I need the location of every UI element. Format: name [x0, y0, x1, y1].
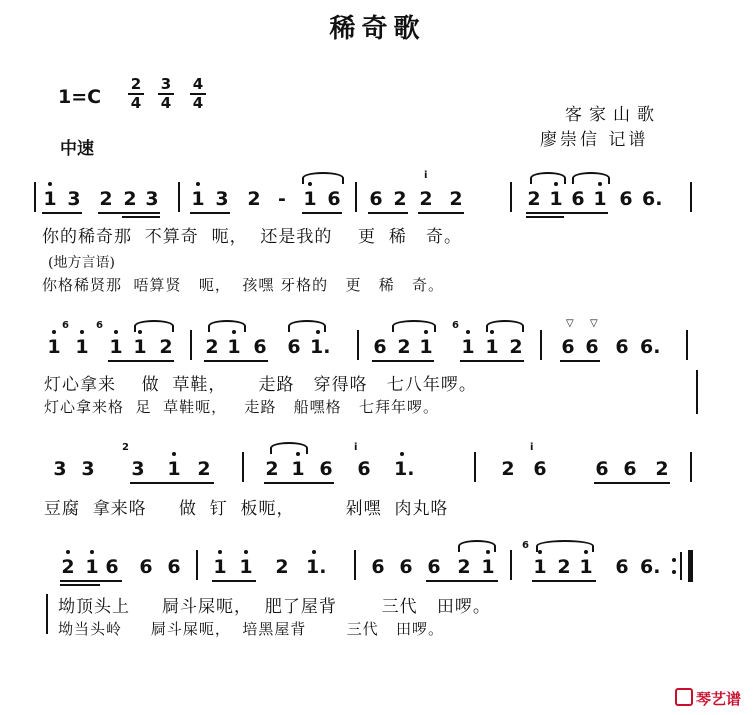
octave-dot [672, 558, 676, 562]
jianpu-note: 2 [557, 556, 571, 578]
beam-underline [460, 360, 524, 362]
lyric-line-1: 灯心拿来 做 草鞋， 走路 穿得咯 七八年啰。 [44, 375, 477, 395]
jianpu-note: 6 [619, 188, 633, 210]
time-signature-3-4: 3 4 [158, 76, 174, 112]
jianpu-note: 2 [527, 188, 541, 210]
barline [688, 550, 693, 582]
jianpu-note: 1 [419, 336, 433, 358]
slur-arc [134, 320, 174, 332]
time-signature-2-4: 2 4 [128, 76, 144, 112]
jianpu-note: 1 [213, 556, 227, 578]
jianpu-note: 2 [61, 556, 75, 578]
jianpu-note: 2 [457, 556, 471, 578]
jianpu-note: 6 [319, 458, 333, 480]
jianpu-note: 2 [159, 336, 173, 358]
tempo-marking: 中速 [60, 139, 94, 159]
jianpu-note: 6 [105, 556, 119, 578]
octave-dot [52, 330, 56, 334]
barline [680, 552, 682, 580]
barline [355, 182, 357, 212]
jianpu-note: 2 [123, 188, 137, 210]
beam-underline [560, 360, 600, 362]
barline [190, 330, 192, 360]
beam-underline [212, 580, 256, 582]
jianpu-note: 6 [139, 556, 153, 578]
genre-label: 客家山歌 [565, 105, 661, 125]
jianpu-note: 6 [585, 336, 599, 358]
verse-brace [696, 370, 698, 414]
barline [178, 182, 180, 212]
jianpu-note: 1. [394, 458, 415, 480]
jianpu-note: 6 [595, 458, 609, 480]
jianpu-note: 1 [303, 188, 317, 210]
jianpu-note: 6. [640, 336, 661, 358]
beam-underline [190, 212, 230, 214]
jianpu-note: 2 [419, 188, 433, 210]
barline [510, 550, 512, 580]
beam-underline [372, 360, 434, 362]
jianpu-note: 1. [306, 556, 327, 578]
jianpu-note: 6 [373, 336, 387, 358]
barline [540, 330, 542, 360]
barline [686, 330, 688, 360]
jianpu-note: 1 [239, 556, 253, 578]
jianpu-note: 2 [655, 458, 669, 480]
beam-underline [60, 584, 100, 586]
beam-underline [418, 212, 464, 214]
jianpu-note: 3 [67, 188, 81, 210]
barline [196, 550, 198, 580]
jianpu-note: 3 [131, 458, 145, 480]
octave-dot [114, 330, 118, 334]
barline [357, 330, 359, 360]
jianpu-note: 2 [247, 188, 261, 210]
jianpu-note: 2 [397, 336, 411, 358]
extension-dash: - [278, 188, 286, 210]
octave-dot [196, 182, 200, 186]
beam-underline [122, 216, 160, 218]
jianpu-note: 1 [579, 556, 593, 578]
slur-arc [486, 320, 524, 332]
jianpu-note: 6 [571, 188, 585, 210]
octave-dot [244, 550, 248, 554]
dialect-label: (地方言语) [48, 255, 115, 271]
slur-arc [530, 172, 566, 184]
barline [34, 182, 36, 212]
beam-underline [42, 212, 82, 214]
barline [690, 452, 692, 482]
jianpu-note: 2 [393, 188, 407, 210]
jianpu-note: 6 [615, 556, 629, 578]
jianpu-note: 1 [549, 188, 563, 210]
jianpu-note: 1 [43, 188, 57, 210]
jianpu-note: 6 [623, 458, 637, 480]
barline [690, 182, 692, 212]
beam-underline [264, 482, 334, 484]
beam-underline [368, 212, 408, 214]
jianpu-note: 2 [509, 336, 523, 358]
slur-arc [572, 172, 610, 184]
octave-dot [66, 550, 70, 554]
verse-brace [46, 594, 48, 634]
octave-dot [312, 550, 316, 554]
grace-note: 2 [122, 442, 129, 453]
slur-arc [458, 540, 496, 552]
grace-note: 6 [96, 320, 103, 331]
time-signature-4-4: 4 4 [190, 76, 206, 112]
jianpu-note: 2 [449, 188, 463, 210]
jianpu-note: 2 [275, 556, 289, 578]
beam-underline [426, 580, 498, 582]
beam-underline [532, 580, 596, 582]
jianpu-note: 1 [109, 336, 123, 358]
grace-note: ▽ [566, 318, 574, 329]
lyric-line-1: 豆腐 拿来咯 做 钉 板呃， 剁嘿 肉丸咯 [44, 499, 449, 519]
barline [242, 452, 244, 482]
jianpu-note: 1 [533, 556, 547, 578]
jianpu-note: 6 [167, 556, 181, 578]
slur-arc [392, 320, 436, 332]
jianpu-note: 6 [399, 556, 413, 578]
beam-underline [594, 482, 670, 484]
jianpu-note: 6 [253, 336, 267, 358]
lyric-line-1: 坳顶头上 屙斗屎呃， 肥了屋背 三代 田啰。 [58, 597, 491, 617]
barline [510, 182, 512, 212]
jianpu-note: 6 [427, 556, 441, 578]
jianpu-note: 1 [593, 188, 607, 210]
octave-dot [400, 452, 404, 456]
beam-underline [302, 212, 342, 214]
octave-dot [672, 570, 676, 574]
octave-dot [466, 330, 470, 334]
jianpu-note: 2 [99, 188, 113, 210]
jianpu-note: 6 [615, 336, 629, 358]
grace-note: 6 [522, 540, 529, 551]
jianpu-note: 6 [561, 336, 575, 358]
beam-underline [526, 212, 608, 214]
jianpu-note: 2 [197, 458, 211, 480]
transcriber-credit: 廖崇信 记谱 [540, 130, 649, 150]
jianpu-note: 2 [205, 336, 219, 358]
grace-note: ▽ [590, 318, 598, 329]
jianpu-note: 2 [501, 458, 515, 480]
jianpu-note: 1 [481, 556, 495, 578]
lyric-line-2: 你格稀贤那 唔算贤 呃， 孩嘿 牙格的 更 稀 奇。 [42, 276, 445, 294]
jianpu-note: 1 [47, 336, 61, 358]
jianpu-note: 1 [191, 188, 205, 210]
beam-underline [60, 580, 122, 582]
jianpu-note: 1 [85, 556, 99, 578]
beam-underline [108, 360, 174, 362]
jianpu-note: 6 [327, 188, 341, 210]
jianpu-note: 6 [369, 188, 383, 210]
jianpu-note: 6 [357, 458, 371, 480]
jianpu-note: 1 [227, 336, 241, 358]
jianpu-note: 1 [133, 336, 147, 358]
slur-arc [288, 320, 326, 332]
page-title: 稀奇歌 [329, 14, 426, 44]
jianpu-note: 2 [265, 458, 279, 480]
jianpu-note: 1 [291, 458, 305, 480]
key-signature: 1=C [58, 86, 102, 108]
jianpu-note: 3 [81, 458, 95, 480]
slur-arc [208, 320, 246, 332]
beam-underline [204, 360, 268, 362]
grace-note: i [424, 170, 428, 181]
jianpu-note: 6. [640, 556, 661, 578]
jianpu-note: 1 [167, 458, 181, 480]
barline [474, 452, 476, 482]
octave-dot [90, 550, 94, 554]
octave-dot [218, 550, 222, 554]
slur-arc [302, 172, 344, 184]
beam-underline [98, 212, 160, 214]
grace-note: i [530, 442, 534, 453]
jianpu-note: 6 [371, 556, 385, 578]
jianpu-note: 1 [75, 336, 89, 358]
grace-note: 6 [62, 320, 69, 331]
grace-note: i [354, 442, 358, 453]
barline [354, 550, 356, 580]
jianpu-note: 3 [215, 188, 229, 210]
beam-underline [526, 216, 564, 218]
octave-dot [172, 452, 176, 456]
jianpu-note: 1. [310, 336, 331, 358]
beam-underline [130, 482, 214, 484]
lyric-line-2: 灯心拿来格 足 草鞋呃， 走路 船嘿格 七拜年啰。 [44, 398, 439, 416]
jianpu-note: 3 [145, 188, 159, 210]
site-logo: 琴艺谱 [675, 688, 741, 709]
lyric-line-1: 你的稀奇那 不算奇 呃， 还是我的 更 稀 奇。 [42, 227, 463, 247]
jianpu-note: 1 [461, 336, 475, 358]
jianpu-note: 6 [533, 458, 547, 480]
octave-dot [48, 182, 52, 186]
slur-arc [536, 540, 594, 552]
grace-note: 6 [452, 320, 459, 331]
jianpu-note: 3 [53, 458, 67, 480]
jianpu-note: 6 [287, 336, 301, 358]
jianpu-note: 1 [485, 336, 499, 358]
jianpu-note: 6. [642, 188, 663, 210]
slur-arc [270, 442, 308, 454]
octave-dot [80, 330, 84, 334]
lyric-line-2: 坳当头岭 屙斗屎呃， 培黑屋背 三代 田啰。 [58, 620, 445, 638]
logo-icon [675, 688, 693, 706]
